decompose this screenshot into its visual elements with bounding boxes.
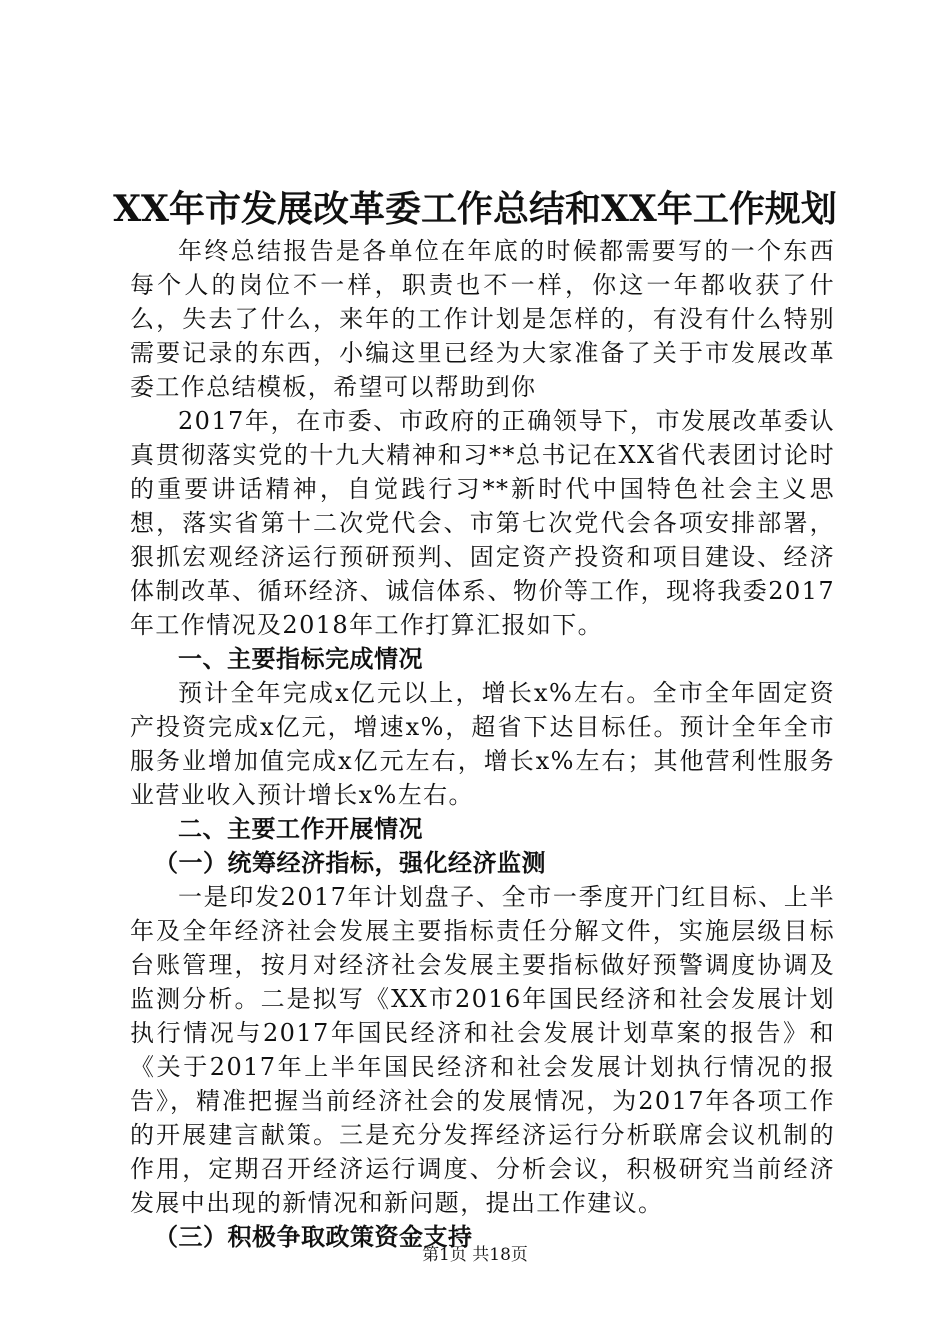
- document-body: [130, 234, 835, 1254]
- subsection-heading-1: （一）统筹经济指标，强化经济监测: [154, 849, 546, 877]
- intro-paragraph: 年终总结报告是各单位在年底的时候都需要写的一个东西每个人的岗位不一样，职责也不一样，你这一年都收获了什么，失去了什么，来年的工作计划是怎样的，有没有什么特别需要记录的东西，小编这里已经为大家准备了关于市发展改革委工作总结模板，希望可以帮助到你: [130, 237, 835, 401]
- section-heading-1: 一、主要指标完成情况: [178, 645, 423, 673]
- summary-paragraph: 2017年，在市委、市政府的正确领导下，市发展改革委认真贯彻落实党的十九大精神和习**总书记在XX省代表团讨论时的重要讲话精神，自觉践行习**新时代中国特色社会主义思想，落实省第十二次党代会、市第七次党代会各项安排部署，狠抓宏观经济运行预研预判、固定资产投资和项目建设、经济体制改革、循环经济、诚信体系、物价等工作，现将我委2017年工作情况及2018年工作打算汇报如下。: [130, 407, 835, 639]
- document-title: XX年市发展改革委工作总结和XX年工作规划: [113, 188, 837, 230]
- page-number-footer: 第1页 共18页: [422, 1245, 528, 1265]
- subsection-heading-3: （三）积极争取政策资金支持: [154, 1223, 473, 1251]
- indicators-paragraph: 预计全年完成x亿元以上，增长x%左右。全市全年固定资产投资完成x亿元，增速x%，超省下达目标任。预计全年全市服务业增加值完成x亿元左右，增长x%左右；其他营利性服务业营业收入预计增长x%左右。: [130, 679, 835, 809]
- monitoring-paragraph: 一是印发2017年计划盘子、全市一季度开门红目标、上半年及全年经济社会发展主要指标责任分解文件，实施层级目标台账管理，按月对经济社会发展主要指标做好预警调度协调及监测分析。二是拟写《XX市2016年国民经济和社会发展计划执行情况与2017年国民经济和社会发展计划草案的报告》和《关于2017年上半年国民经济和社会发展计划执行情况的报告》，精准把握当前经济社会的发展情况，为2017年各项工作的开展建言献策。三是充分发挥经济运行分析联席会议机制的作用，定期召开经济运行调度、分析会议，积极研究当前经济发展中出现的新情况和新问题，提出工作建议。: [130, 883, 835, 1217]
- section-heading-2: 二、主要工作开展情况: [178, 815, 423, 843]
